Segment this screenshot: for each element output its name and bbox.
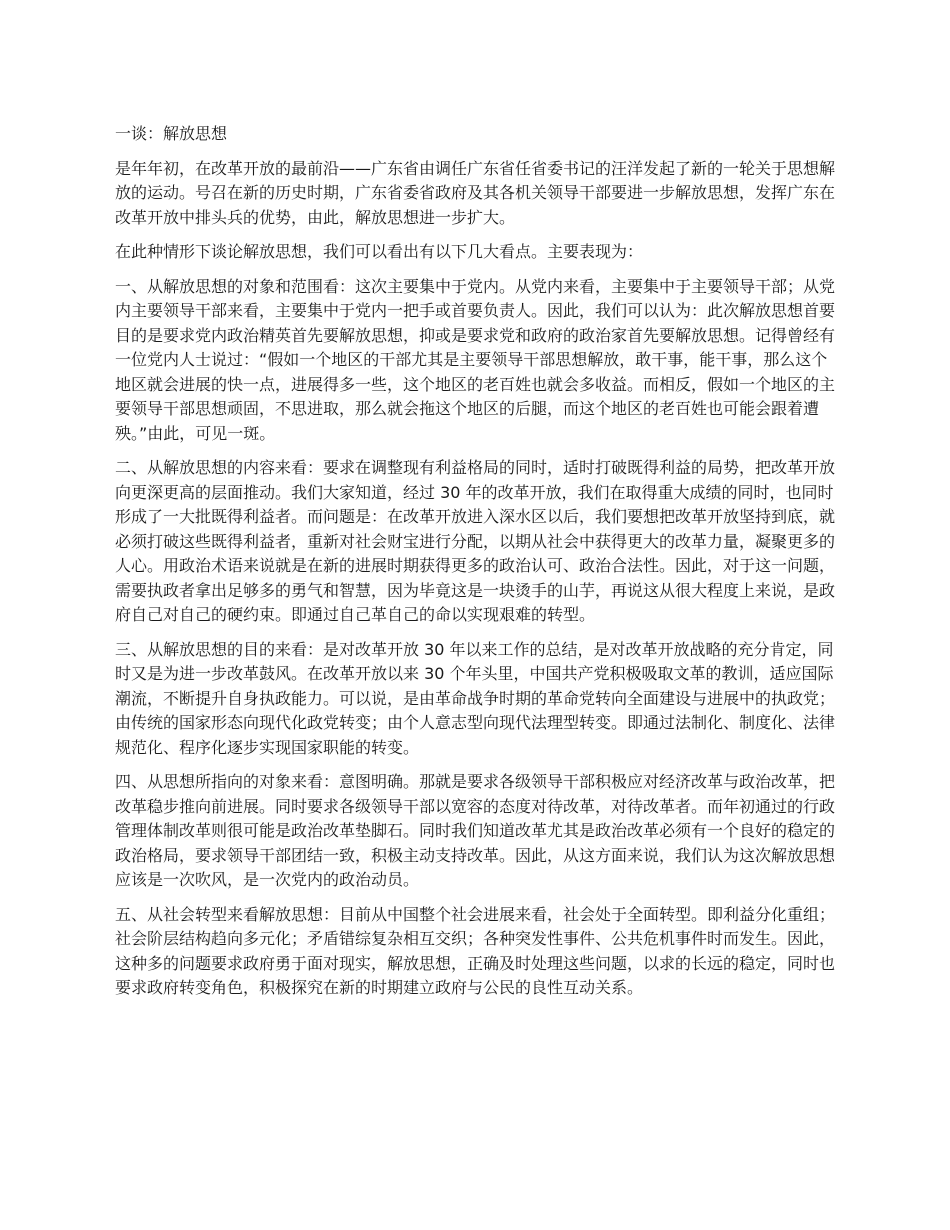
paragraph-point-4: 四、从思想所指向的对象来看：意图明确。那就是要求各级领导干部积极应对经济改革与政治改革，把改革稳步推向前进展。同时要求各级领导干部以宽容的态度对待改革，对待改革者。而年初通过的行政管理体制改革则很可能是政治改革垫脚石。同时我们知道改革尤其是政治改革必须有一个良好的稳定的政治格局，要求领导干部团结一致，积极主动支持改革。因此，从这方面来说，我们认为这次解放思想应该是一次吹风，是一次党内的政治动员。 xyxy=(115,772,836,889)
paragraph-point-2: 二、从解放思想的内容来看：要求在调整现有利益格局的同时，适时打破既得利益的局势，把改革开放向更深更高的层面推动。我们大家知道，经过 30 年的改革开放，我们在取得重大成绩的同时，也同时形成了一大批既得利益者。而问题是：在改革开放进入深水区以后，我们要想把改革开放坚持到底，就必须打破这些既得利益者，重新对社会财宝进行分配，以期从社会中获得更大的改革力量，凝聚更多的人心。用政治术语来说就是在新的进展时期获得更多的政治认可、政治合法性。因此，对于这一问题，需要执政者拿出足够多的勇气和智慧，因为毕竟这是一块烫手的山芋，再说这从很大程度上来说，是政府自己对自己的硬约束。即通过自己革自己的命以实现艰难的转型。 xyxy=(115,458,836,624)
document-heading: 一谈：解放思想 xyxy=(115,124,228,143)
document-page xyxy=(115,122,840,1011)
paragraph-point-1: 一、从解放思想的对象和范围看：这次主要集中于党内。从党内来看，主要集中于主要领导干部；从党内主要领导干部来看，主要集中于党内一把手或首要负责人。因此，我们可以认为：此次解放思想首要目的是要求党内政治精英首先要解放思想，抑或是要求党和政府的政治家首先要解放思想。记得曾经有一位党内人士说过：“假如一个地区的干部尤其是主要领导干部思想解放，敢干事，能干事，那么这个地区就会进展的快一点，进展得多一些，这个地区的老百姓也就会多收益。而相反，假如一个地区的主要领导干部思想顽固，不思进取，那么就会拖这个地区的后腿，而这个地区的老百姓也可能会跟着遭殃。”由此，可见一斑。 xyxy=(115,276,836,443)
paragraph-point-3: 三、从解放思想的目的来看：是对改革开放 30 年以来工作的总结，是对改革开放战略的充分肯定，同时又是为进一步改革鼓风。在改革开放以来 30 个年头里，中国共产党积极吸取文革的教训，适应国际潮流，不断提升自身执政能力。可以说，是由革命战争时期的革命党转向全面建设与进展中的执政党；由传统的国家形态向现代化政党转变；由个人意志型向现代法理型转变。即通过法制化、制度化、法律规范化、程序化逐步实现国家职能的转变。 xyxy=(115,639,836,757)
paragraph-intro: 是年年初，在改革开放的最前沿——广东省由调任广东省任省委书记的汪洋发起了新的一轮关于思想解放的运动。号召在新的历史时期，广东省委省政府及其各机关领导干部要进一步解放思想，发挥广东在改革开放中排头兵的优势，由此，解放思想进一步扩大。 xyxy=(115,158,836,227)
paragraph-overview: 在此种情形下谈论解放思想，我们可以看出有以下几大看点。主要表现为： xyxy=(115,242,644,261)
paragraph-point-5: 五、从社会转型来看解放思想：目前从中国整个社会进展来看，社会处于全面转型。即利益分化重组；社会阶层结构趋向多元化；矛盾错综复杂相互交织；各种突发性事件、公共危机事件时而发生。因此，这种多的问题要求政府勇于面对现实，解放思想，正确及时处理这些问题，以求的长远的稳定，同时也要求政府转变角色，积极探究在新的时期建立政府与公民的良性互动关系。 xyxy=(115,904,836,997)
